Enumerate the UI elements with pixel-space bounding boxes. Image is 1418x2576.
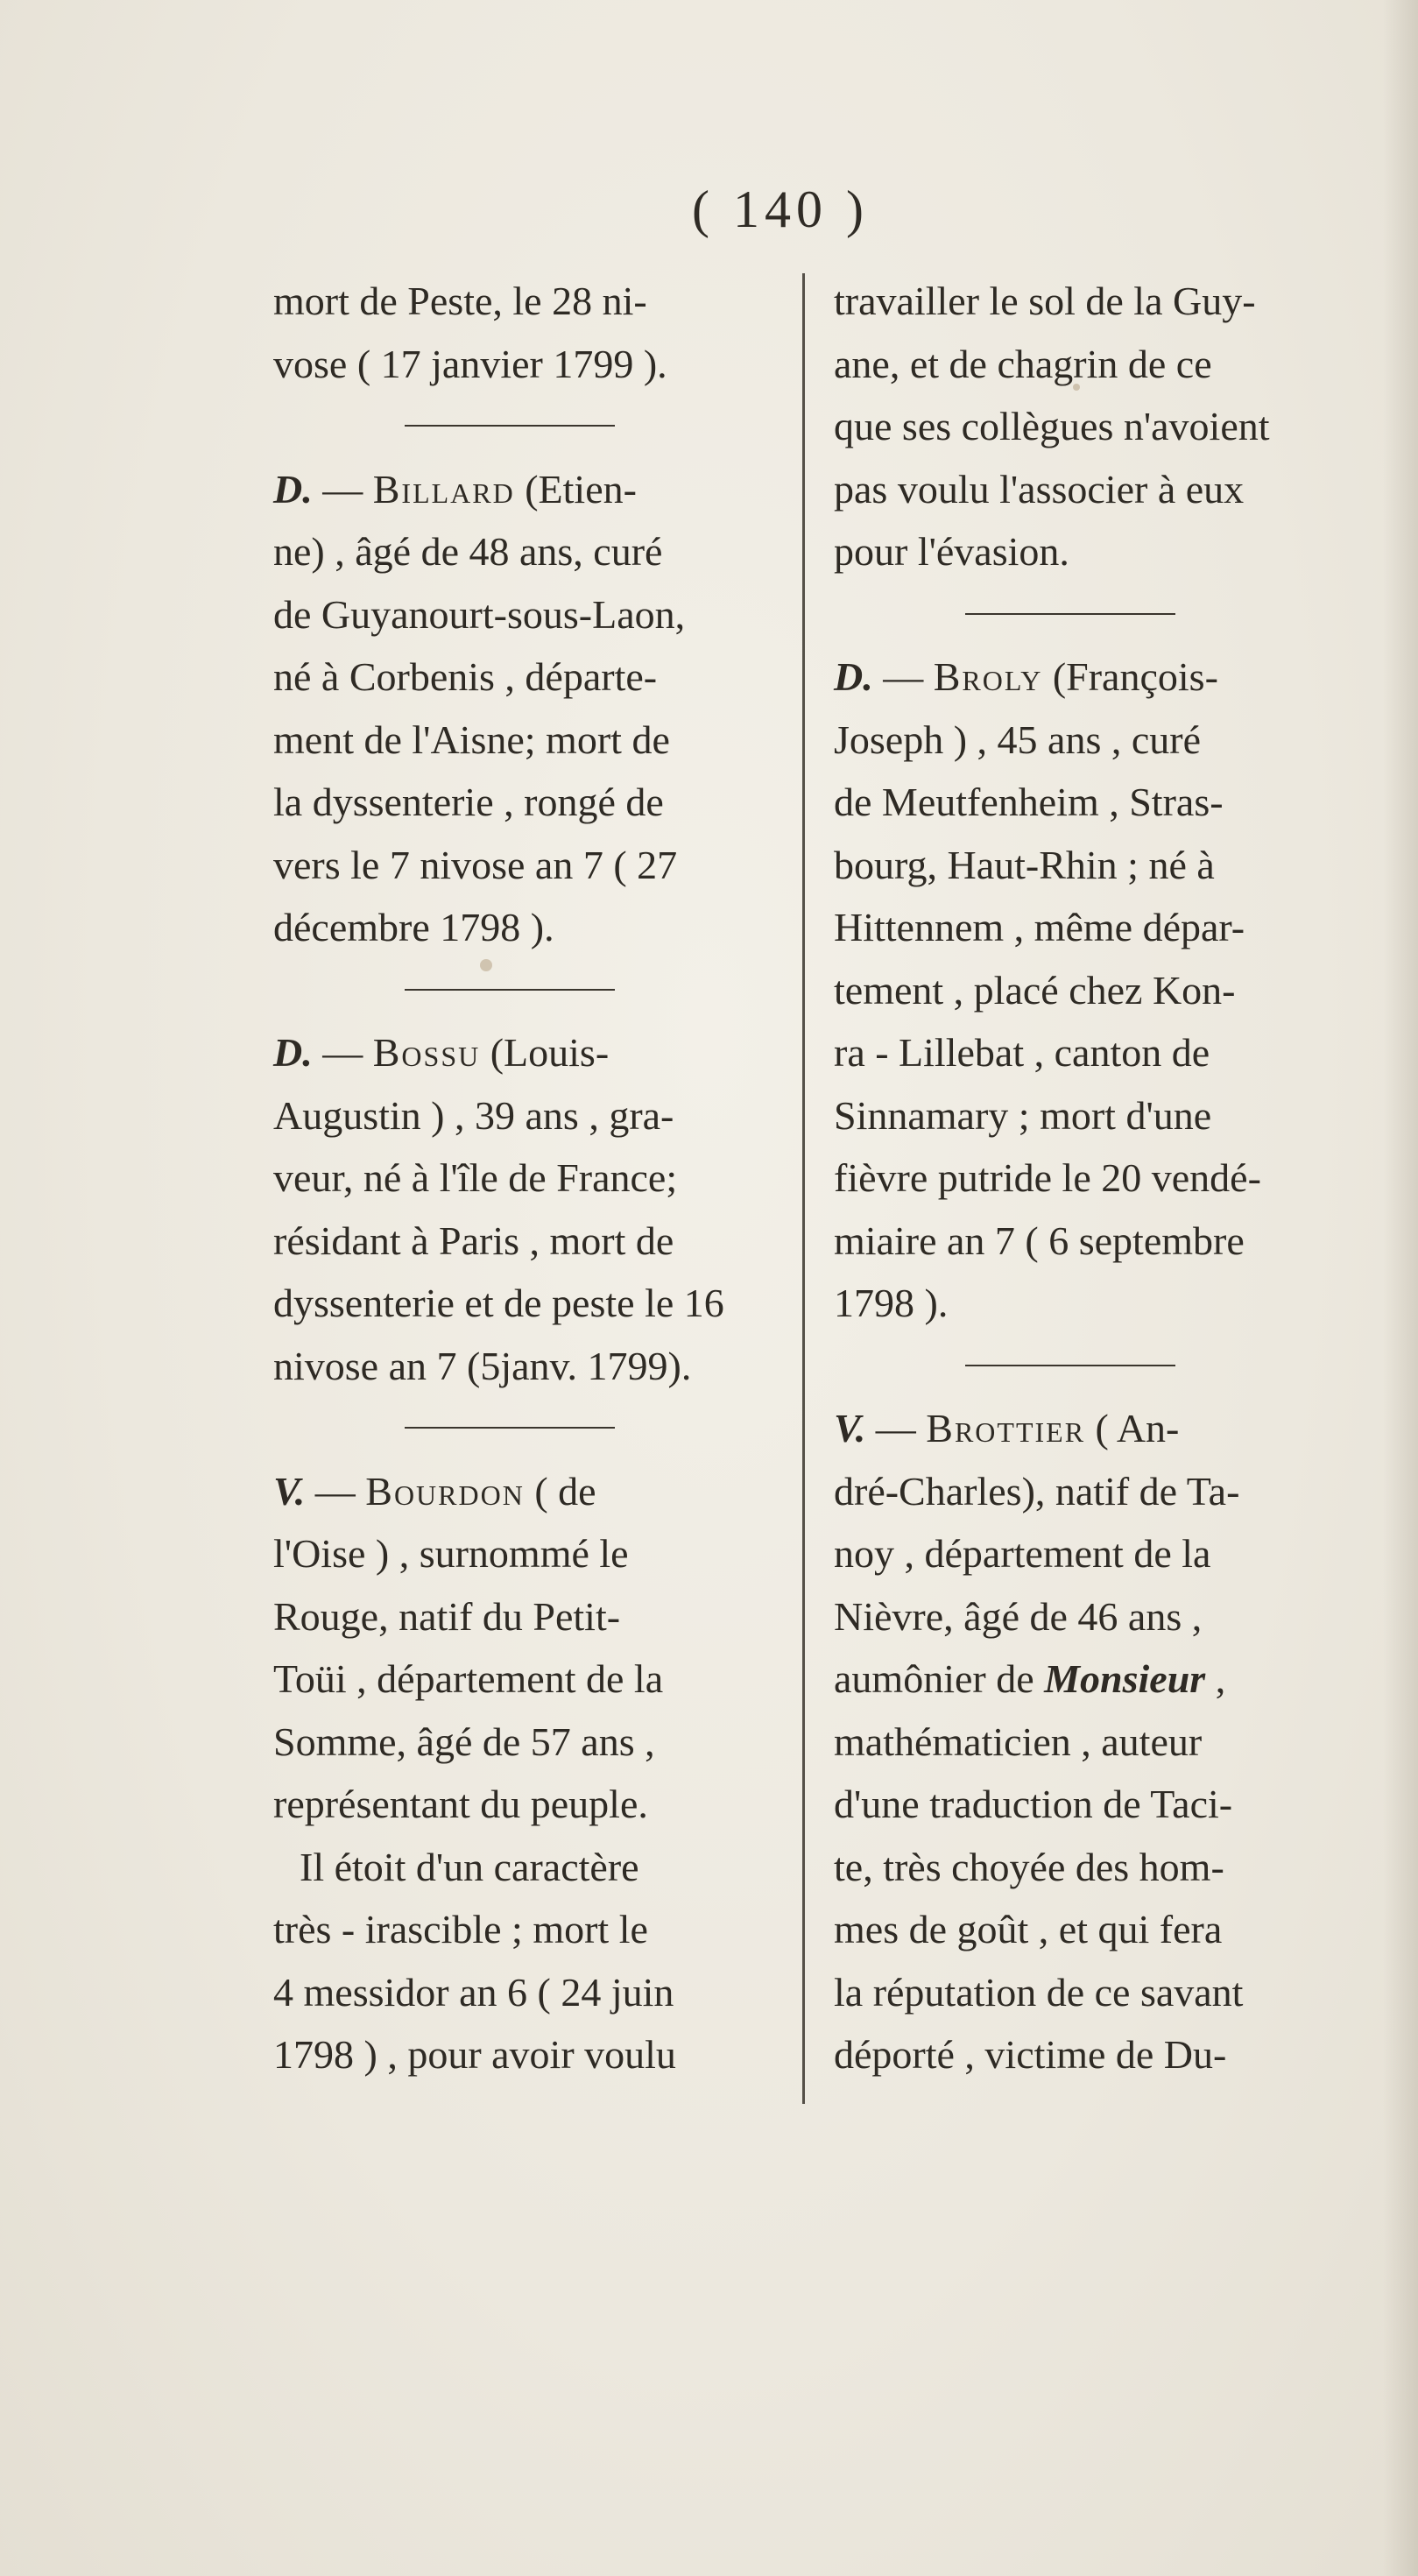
text-line: ment de l'Aisne; mort de <box>273 716 670 762</box>
text-line: tement , placé chez Kon- <box>834 967 1236 1013</box>
entry-dash: — <box>312 1030 373 1075</box>
text-line: décembre 1798 ). <box>273 905 554 949</box>
entry-text: (Etien- <box>514 466 637 512</box>
text-line: Hittennem , même dépar- <box>834 905 1245 949</box>
column-divider <box>802 273 805 2104</box>
text-line: très - irascible ; mort le <box>273 1907 648 1951</box>
text-line: ne) , âgé de 48 ans, curé <box>273 529 663 574</box>
text-line: d'une traduction de Taci- <box>834 1782 1233 1826</box>
text-line: 4 messidor an 6 ( 24 juin <box>273 1969 674 2015</box>
entry-dash: — <box>305 1468 366 1514</box>
text-line: de Meutfenheim , Stras- <box>834 780 1224 824</box>
entry-text: ( de <box>524 1468 596 1514</box>
text-line: 1798 ) , pour avoir voulu <box>273 2032 676 2077</box>
text-line: miaire an 7 ( 6 septembre <box>834 1217 1245 1263</box>
entry-text: (Louis- <box>480 1030 610 1075</box>
entry-status-letter: D. <box>834 654 873 699</box>
entry-dash: — <box>312 466 373 512</box>
text-line: l'Oise ) , surnommé le <box>273 1531 629 1576</box>
text-line: représentant du peuple. <box>273 1782 648 1826</box>
entry-heading-line <box>273 1021 799 1084</box>
text-line: Nièvre, âgé de 46 ans , <box>834 1593 1203 1639</box>
entry-status-letter: V. <box>273 1468 306 1514</box>
entry-heading-line <box>834 1397 1359 1460</box>
page-edge-shadow <box>1383 0 1418 2576</box>
text-line: pour l'évasion. <box>834 529 1069 574</box>
text-line: te, très choyée des hom- <box>834 1844 1224 1889</box>
entry-heading-line <box>273 1460 799 1523</box>
italic-title: Monsieur <box>1044 1656 1206 1701</box>
text-line: Joseph ) , 45 ans , curé <box>834 716 1202 762</box>
entry-name: Billard <box>372 466 515 512</box>
entry-separator <box>834 1335 1359 1398</box>
entry-dash: — <box>865 1406 927 1450</box>
text-line: travailler le sol de la Guy- <box>834 279 1256 323</box>
text-line: Il étoit d'un caractère <box>300 1844 639 1889</box>
right-column <box>834 270 1359 2086</box>
text-line: ra - Lillebat , canton de <box>834 1030 1210 1075</box>
entry-heading-line <box>273 458 799 521</box>
text-line: Toüi , département de la <box>273 1656 664 1701</box>
text-line: que ses collègues n'avoient <box>834 404 1270 448</box>
text-line: fièvre putride le 20 vendé- <box>834 1155 1261 1200</box>
entry-status-letter: V. <box>834 1406 866 1450</box>
text-line: bourg, Haut-Rhin ; né à <box>834 842 1215 887</box>
text-line: de Guyanourt-sous-Laon, <box>273 591 686 637</box>
text-line: ane, et de chagrin de ce <box>834 341 1212 386</box>
page-number: ( 140 ) <box>692 180 869 238</box>
text-line: dré-Charles), natif de Ta- <box>834 1468 1240 1514</box>
text-line: pas voulu l'associer à eux <box>834 466 1245 512</box>
text-line: dyssenterie et de peste le 16 <box>273 1281 724 1325</box>
entry-separator <box>834 583 1359 646</box>
entry-status-letter: D. <box>273 466 313 512</box>
left-column <box>273 270 799 2086</box>
text-line: né à Corbenis , départe- <box>273 654 658 699</box>
entry-separator <box>273 395 799 458</box>
entry-name: Bossu <box>372 1030 481 1075</box>
text-line: nivose an 7 (5janv. 1799). <box>273 1343 692 1388</box>
text-line: Sinnamary ; mort d'une <box>834 1092 1212 1138</box>
text-line: mathématicien , auteur <box>834 1719 1203 1764</box>
text-line: vose ( 17 janvier 1799 ). <box>273 341 667 386</box>
text-line: vers le 7 nivose an 7 ( 27 <box>273 842 678 887</box>
text-line: veur, né à l'île de France; <box>273 1155 678 1200</box>
text-line: Somme, âgé de 57 ans , <box>273 1719 655 1764</box>
text-fragment: , <box>1205 1656 1226 1701</box>
entry-separator <box>273 1397 799 1460</box>
text-line: mes de goût , et qui fera <box>834 1907 1223 1951</box>
text-line: 1798 ). <box>834 1281 949 1325</box>
entry-name: Brottier <box>926 1406 1086 1450</box>
text-line: Augustin ) , 39 ans , gra- <box>273 1092 674 1138</box>
text-line: Rouge, natif du Petit- <box>273 1593 621 1639</box>
entry-dash: — <box>872 654 934 699</box>
entry-heading-line <box>834 646 1359 709</box>
text-line: la dyssenterie , rongé de <box>273 780 664 824</box>
entry-name: Broly <box>933 654 1043 699</box>
text-line: mort de Peste, le 28 ni- <box>273 279 647 323</box>
entry-name: Bourdon <box>365 1468 525 1514</box>
entry-text: ( An- <box>1085 1406 1180 1450</box>
entry-status-letter: D. <box>273 1030 313 1075</box>
text-line <box>834 1648 1359 1711</box>
text-line: la réputation de ce savant <box>834 1969 1244 2015</box>
text-fragment: aumônier de <box>834 1656 1045 1701</box>
text-line: déporté , victime de Du- <box>834 2032 1227 2077</box>
entry-text: (François- <box>1042 654 1218 699</box>
text-line: résidant à Paris , mort de <box>273 1217 674 1263</box>
entry-separator <box>273 959 799 1022</box>
text-line: noy , département de la <box>834 1531 1211 1576</box>
